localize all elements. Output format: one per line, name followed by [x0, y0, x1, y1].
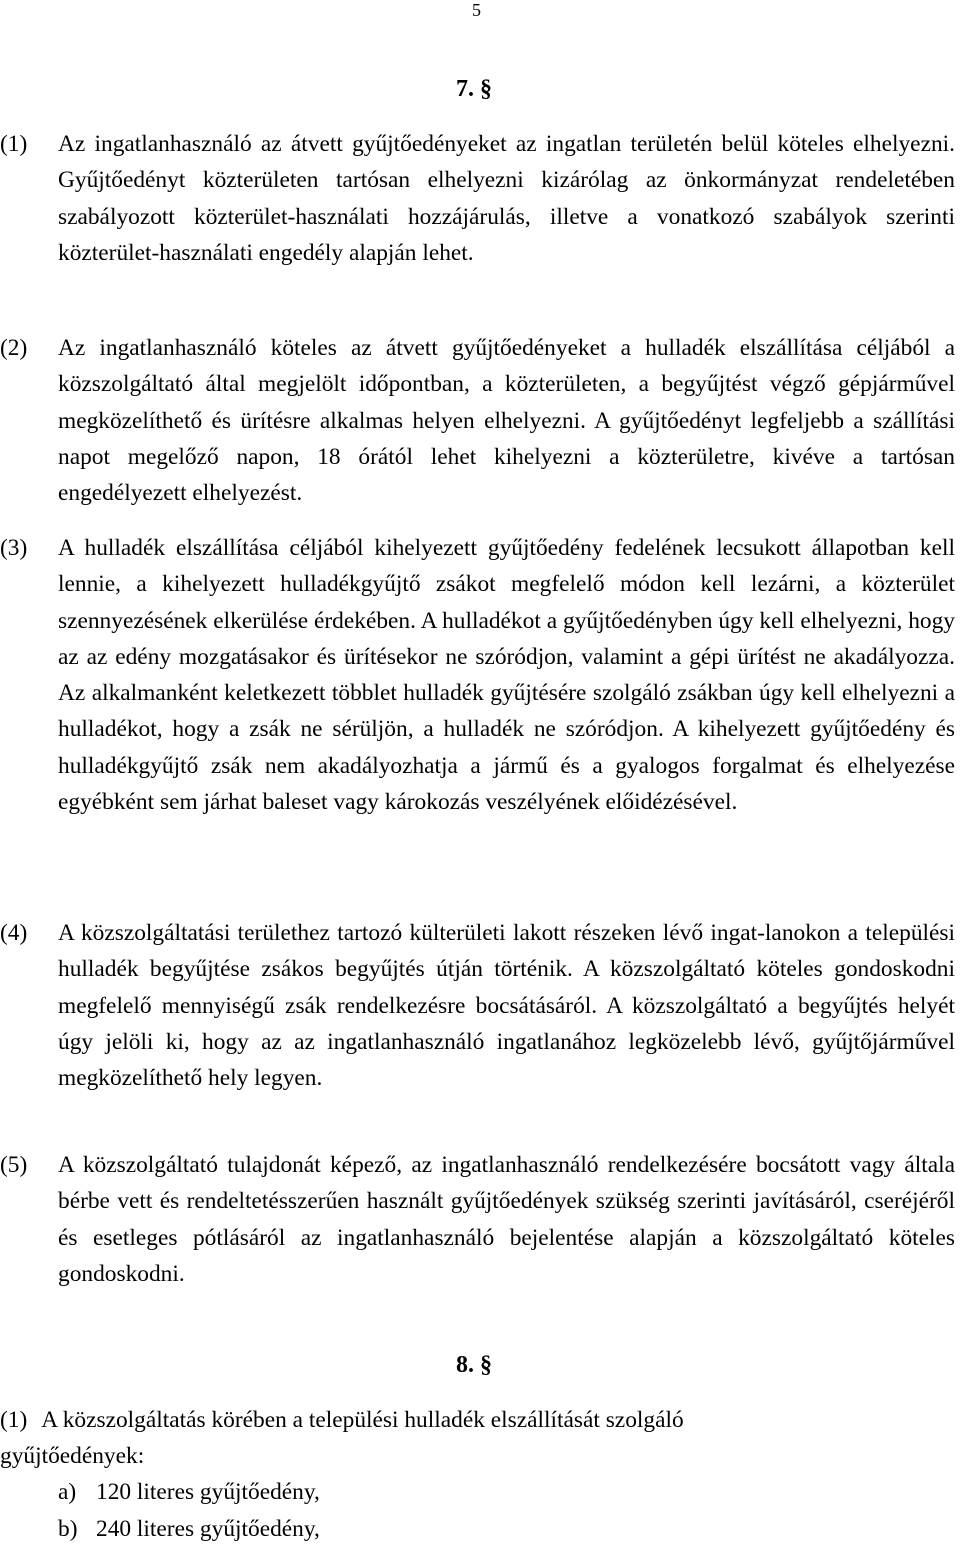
paragraph-number: (2)	[0, 335, 28, 361]
list-item	[58, 1474, 320, 1510]
paragraph-number: (1)	[0, 131, 28, 157]
paragraph-text: Az ingatlanhasználó köteles az átvett gyűjtőedényeket a hulladék elszállítása céljából a közszolgáltató által megjelölt időpontban, a közterületen, a begyűjtést végző gépjárművel megközelíthető és ürítésre alkalmas helyen elhelyezni. A gyűjtőedényt legfeljebb a szállítási napot megelőző napon, 18 órától lehet kihelyezni a közterületre, kivéve a tartósan engedélyezett elhelyezést.	[58, 335, 955, 507]
paragraph-7-1	[0, 126, 955, 271]
paragraph-7-3	[0, 530, 955, 820]
list-item-letter: a)	[58, 1479, 77, 1505]
paragraph-8-1	[0, 1402, 820, 1474]
page-number: 5	[472, 0, 481, 20]
section-heading-8: 8. §	[456, 1352, 492, 1378]
paragraph-7-4	[0, 915, 955, 1096]
paragraph-number: (4)	[0, 920, 28, 946]
paragraph-7-5	[0, 1147, 955, 1292]
list-item-text: 120 literes gyűjtőedény,	[96, 1479, 320, 1505]
paragraph-number: (1)	[0, 1407, 28, 1433]
paragraph-number: (3)	[0, 535, 28, 561]
paragraph-text: A közszolgáltatási területhez tartozó külterületi lakott részeken lévő ingat-lanokon a települési hulladék begyűjtése zsákos begyűjtés útján történik. A közszolgáltató köteles gondoskodni megfelelő mennyiségű zsák rendelkezésre bocsátásáról. A közszolgáltató a begyűjtés helyét úgy jelöli ki, hogy az az ingatlanhasználó ingatlanához legközelebb lévő, gyűjtőjárművel megközelíthető hely legyen.	[58, 920, 955, 1092]
section-heading-7: 7. §	[456, 76, 492, 102]
list-item	[58, 1511, 320, 1547]
paragraph-text: A közszolgáltatás körében a települési hulladék elszállítását szolgáló gyűjtőedények:	[0, 1407, 684, 1469]
paragraph-number: (5)	[0, 1152, 28, 1178]
paragraph-text: A közszolgáltató tulajdonát képező, az ingatlanhasználó rendelkezésére bocsátott vagy általa bérbe vett és rendeltetésszerűen használt gyűjtőedények szükség szerinti javításáról, cseréjéről és esetleges pótlásáról az ingatlanhasználó bejelentése alapján a közszolgáltató köteles gondoskodni.	[58, 1152, 955, 1287]
list-item-letter: b)	[58, 1516, 78, 1542]
paragraph-7-2	[0, 330, 955, 511]
paragraph-text: Az ingatlanhasználó az átvett gyűjtőedényeket az ingatlan területén belül köteles elhelyezni. Gyűjtőedényt közterületen tartósan elhelyezni kizárólag az önkormányzat rendeletében szabályozott közterület-használati hozzájárulás, illetve a vonatkozó szabályok szerinti közterület-használati engedély alapján lehet.	[58, 131, 955, 266]
paragraph-text: A hulladék elszállítása céljából kihelyezett gyűjtőedény fedelének lecsukott állapotban kell lennie, a kihelyezett hulladékgyűjtő zsákot megfelelő módon kell lezárni, a közterület szennyezésének elkerülése érdekében. A hulladékot a gyűjtőedényben úgy kell elhelyezni, hogy az az edény mozgatásakor és ürítésekor ne szóródjon, valamint a gépi ürítést ne akadályozza. Az alkalmanként keletkezett többlet hulladék gyűjtésére szolgáló zsákban úgy kell elhelyezni a hulladékot, hogy a zsák ne sérüljön, a hulladék ne szóródjon. A kihelyezett gyűjtőedény és hulladékgyűjtő zsák nem akadályozhatja a jármű és a gyalogos forgalmat és elhelyezése egyébként sem járhat baleset vagy károkozás veszélyének előidézésével.	[58, 535, 955, 816]
list-item-text: 240 literes gyűjtőedény,	[96, 1516, 320, 1542]
